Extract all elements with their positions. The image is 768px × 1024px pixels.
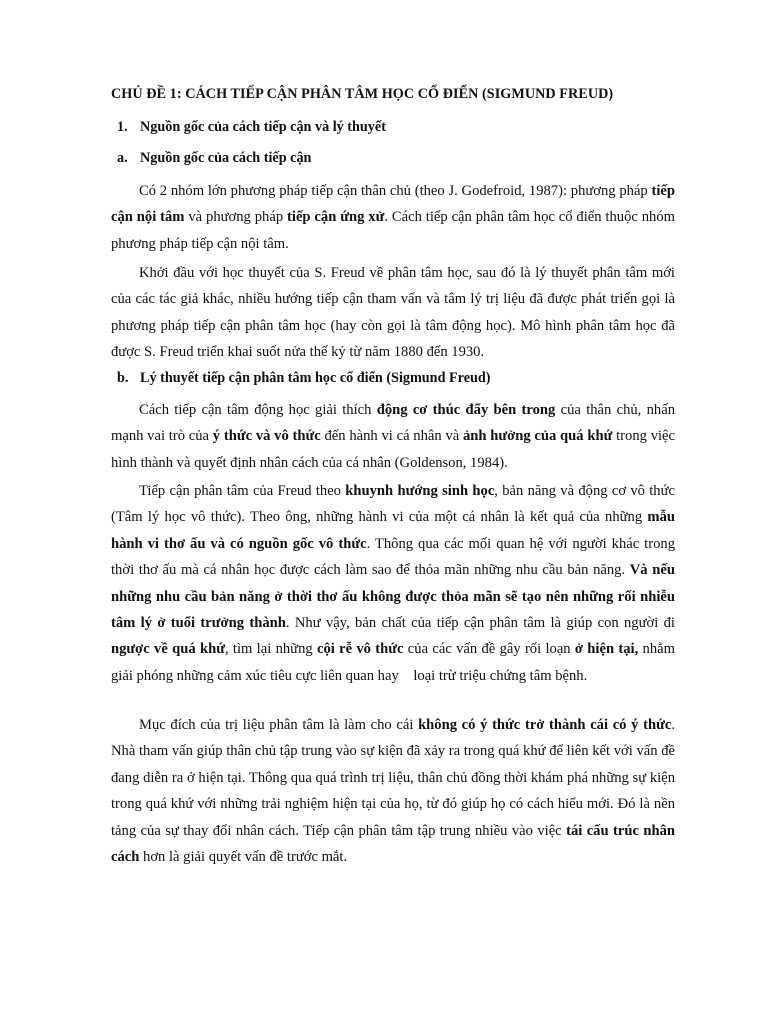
section-1-number: 1. [117,119,128,135]
section-b-text: Lý thuyết tiếp cận phân tâm học cổ điển (Sigmund Freud) [140,370,491,386]
paragraph-3: Cách tiếp cận tâm động học giải thích động cơ thúc đẩy bên trong của thân chủ, nhấn mạnh vai trò của ý thức và vô thức đến hành vi cá nhân và ảnh hưởng của quá khứ trong việc hình thành và quyết định nhân cách của cá nhân (Goldenson, 1984). [111,402,675,471]
paragraph-5: Mục đích của trị liệu phân tâm là làm cho cái không có ý thức trở thành cái có ý thức. Nhà tham vấn giúp thân chủ tập trung vào sự kiện đã xảy ra trong quá khứ để liên kết với vấn đề đang diễn ra ở hiện tại. Thông qua quá trình trị liệu, thân chủ đồng thời khám phá những sự kiện trong quá khứ với những trải nghiệm hiện tại của họ, từ đó giúp họ có cách hiểu mới. Đó là nền tảng của sự thay đổi nhân cách. Tiếp cận phân tâm tập trung nhiều vào việc tái cấu trúc nhân cách hơn là giải quyết vấn đề trước mắt. [111,717,676,866]
section-1-heading [117,119,386,136]
section-1-text: Nguồn gốc của cách tiếp cận và lý thuyết [140,119,386,135]
section-a-number: a. [117,150,128,166]
section-a-text: Nguồn gốc của cách tiếp cận [140,150,312,166]
section-b-heading [117,370,491,387]
section-b-number: b. [117,370,129,386]
paragraph-4: Tiếp cận phân tâm của Freud theo khuynh hướng sinh học, bản năng và động cơ vô thức (Tâm lý học vô thức). Theo ông, những hành vi của một cá nhân là kết quả của những mẫu hành vi thơ ấu và có nguồn gốc vô thức. Thông qua các mối quan hệ với người khác trong thời thơ ấu mà cá nhân học được cách làm sao để thỏa mãn những nhu cầu bản năng. Và nếu những nhu cầu bản năng ở thời thơ ấu không được thỏa mãn sẽ tạo nên những rối nhiễu tâm lý ở tuổi trưởng thành. Như vậy, bản chất của tiếp cận phân tâm là giúp con người đi ngược về quá khứ, tìm lại những cội rễ vô thức của các vấn đề gây rối loạn ở hiện tại, nhằm giải phóng những cảm xúc tiêu cực liên quan hay loại trừ triệu chứng tâm bệnh. [111,483,679,684]
paragraph-2: Khởi đầu với học thuyết của S. Freud về phân tâm học, sau đó là lý thuyết phân tâm mới của các tác giả khác, nhiều hướng tiếp cận tham vấn và tâm lý trị liệu đã được phát triển gọi là phương pháp tiếp cận phân tâm học (hay còn gọi là tâm động học). Mô hình phân tâm học đã được S. Freud triển khai suốt nửa thế kỷ từ năm 1880 đến 1930. [111,265,675,361]
section-a-heading [117,150,311,167]
paragraph-1: Có 2 nhóm lớn phương pháp tiếp cận thân chủ (theo J. Godefroid, 1987): phương pháp tiếp cận nội tâm và phương pháp tiếp cận ứng xử. Cách tiếp cận phân tâm học cổ điển thuộc nhóm phương pháp tiếp cận nội tâm. [111,183,675,252]
document-title: CHỦ ĐỀ 1: CÁCH TIẾP CẬN PHÂN TÂM HỌC CỔ ĐIỂN (SIGMUND FREUD) [111,86,614,102]
